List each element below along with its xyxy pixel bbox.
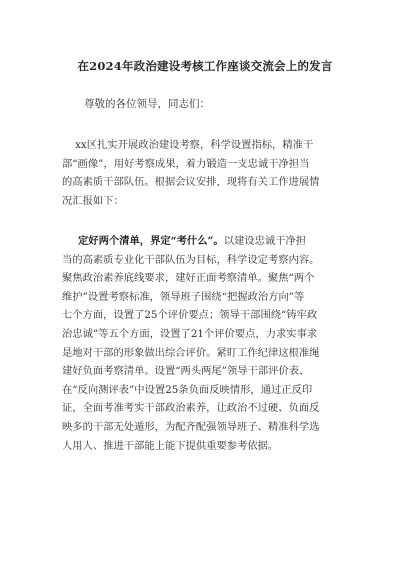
paragraph-line: 维护”设置考察标准，领导班子围绕“把握政治方向”等 — [62, 290, 305, 303]
document-title: 在2024年政治建设考核工作座谈交流会上的发言 — [77, 59, 333, 73]
paragraph-line: 在“反向测评表”中设置25条负面反映情形，通过正反印 — [62, 383, 313, 396]
intro-paragraph — [62, 136, 352, 210]
paragraph-line: 七个方面，设置了25个评价要点；领导干部围绕“铸牢政 — [62, 309, 318, 322]
paragraph-line: 聚焦政治素养底线要求，建好正面考察清单。聚焦“两个 — [62, 272, 315, 285]
paragraph-line: 是地对干部的形象做出综合评价。紧盯工作纪律这根准绳 — [62, 346, 320, 359]
section-first-line-text: 以建设忠诚干净担 — [223, 235, 307, 247]
paragraph-line — [62, 232, 352, 251]
section-heading: 定好两个清单，界定“考什么”。 — [78, 235, 224, 247]
paragraph-line: 建好负面考察清单。设置“两头两尾”领导干部评价表、 — [62, 365, 310, 378]
paragraph-line: 的高素质干部队伍。根据会议安排，现将有关工作进展情 — [62, 176, 320, 189]
paragraph-line: 映多的干部无处遁形，为配齐配强领导班子、精准科学选 — [62, 420, 320, 433]
salutation: 尊敬的各位领导，同志们： — [84, 98, 210, 110]
paragraph-line: 治忠诚”等五个方面，设置了21个评价要点，力求实事求 — [62, 327, 318, 340]
paragraph-line: 况汇报如下： — [62, 194, 124, 207]
paragraph-line: 部“画像”，用好考察成果，着力锻造一支忠诚干净担当 — [62, 157, 310, 170]
paragraph-line: xx区扎实开展政治建设考察，科学设置指标，精准干 — [62, 139, 314, 151]
paragraph-line: 当的高素质专业化干部队伍为目标，科学设定考察内容。 — [62, 253, 320, 266]
section-paragraph — [62, 232, 352, 455]
paragraph-line: 人用人、推进干部能上能下提供重要参考依据。 — [62, 439, 279, 452]
paragraph-line: 证，全面考准考实干部政治素养，让政治不过硬、负面反 — [62, 402, 320, 415]
